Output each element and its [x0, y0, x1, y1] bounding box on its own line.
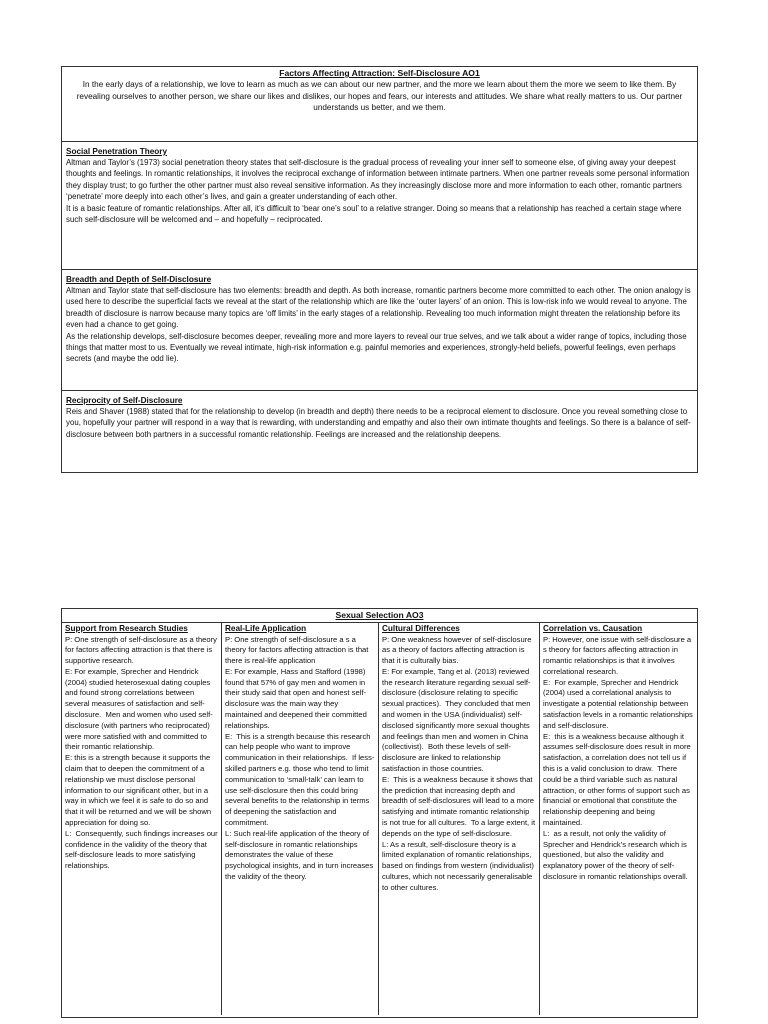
column-body: P: However, one issue with self-disclosure a s theory for factors affecting attraction in romantic relationships is that it involves correlational research. E: For example, Sprecher and Hendrick (2004) used a correlational analysis to investigate a potential relationship between satisfaction levels in a romantic relationships and self-disclosure. E: this is a weakness because although it assumes self-disclosure does result in more satisfaction, a correlation does not tell us if this is a valid conclusion to draw. There could be a third variable such as natural attraction, or other forms of support such as financial or emotional that constitute the relationship deepening and being maintained. L: as a result, not only the validity of Sprecher and Hendrick’s research which is questioned, but also the validity and explanatory power of the theory of self-disclosure in romantic relationships overall. [543, 634, 693, 882]
section-heading: Social Penetration Theory [66, 147, 168, 156]
column-real-life [222, 623, 379, 1015]
column-research-studies [62, 623, 222, 1015]
column-heading: Support from Research Studies [65, 624, 188, 633]
section-reciprocity [62, 391, 697, 472]
column-cultural-differences [379, 623, 540, 1015]
ao3-title: Sexual Selection AO3 [62, 609, 697, 623]
column-heading: Real-Life Application [225, 624, 307, 633]
column-body: P: One weakness however of self-disclosure as a theory of factors affecting attraction is that it is culturally bias. E: For example, Tang et al. (2013) reviewed the research literature regarding sexual self-disclosure (disclosure relating to specific sexual practices). They concluded that men and women in the USA (individualist) self-disclosed significantly more sexual thoughts and feelings than men and women in China (collectivist). Both these levels of self-disclosure are linked to relationship satisfaction in those countries. E: This is a weakness because it shows that the prediction that increasing depth and breadth of self-disclosures will lead to a more satisfying and intimate romantic relationship is not true for all cultures. To a large extent, it depends on the type of self-disclosure. L: As a result, self-disclosure theory is a limited explanation of romantic relationships, based on findings from western (individualist) cultures, which not necessarily generalisable to other cultures. [382, 634, 536, 892]
column-correlation-causation [540, 623, 697, 1015]
ao1-table [61, 66, 698, 473]
section-paragraph: Reis and Shaver (1988) stated that for the relationship to develop (in breadth and depth) there needs to be a reciprocal element to disclosure. Once you reveal something close to you, hopefully your partner will respond in a way that is rewarding, with understanding and empathy and also their own intimate thoughts and feelings. So there is a balance of self-disclosure between both partners in a successful romantic relationship. Feelings are increased and the relationship deepens. [66, 407, 691, 439]
section-paragraph: Altman and Taylor state that self-disclosure has two elements: breadth and depth. As both increase, romantic partners become more committed to each other. The onion analogy is used here to describe the superficial facts we reveal at the start of the relationship which are like the ‘outer layers’ of an onion. This is low-risk info we would reveal to anyone. The breadth of disclosure is narrow because many topics are ‘off limits’ in the early stages of a relationship. Revealing too much information might threaten the relationship before its even had a chance to get going. [66, 286, 691, 330]
column-body: P: One strength of self-disclosure a s a theory for factors affecting attraction is that there is real-life application E: For example, Hass and Stafford (1998) found that 57% of gay men and women in their study said that open and honest self-disclosure was the main way they maintained and deepened their committed relationships. E: This is a strength because this research can help people who want to improve communication in their relationships. If less-skilled partners e.g. those who tend to limit communication to ‘small-talk’ can learn to use self-disclosure then this could bring several benefits to the relationship in terms of deepening the satisfaction and commitment. L: Such real-life application of the theory of self-disclosure in romantic relationships demonstrates the value of these psychological insights, and in turn increases the validity of the theory. [225, 634, 375, 882]
ao1-intro-row [62, 67, 697, 142]
section-paragraph: It is a basic feature of romantic relationships. After all, it’s difficult to ‘bear one’s soul’ to a relative stranger. Doing so means that a relationship has reached a certain stage where such self-disclosure will be welcomed and – and hopefully – reciprocated. [66, 203, 682, 225]
column-heading: Cultural Differences [382, 624, 460, 633]
ao3-table [61, 608, 698, 1018]
section-social-penetration [62, 142, 697, 270]
section-heading: Reciprocity of Self-Disclosure [66, 396, 183, 405]
ao1-title: Factors Affecting Attraction: Self-Disclosure AO1 [279, 68, 480, 78]
section-paragraph: As the relationship develops, self-disclosure becomes deeper, revealing more and more layers to reveal our true selves, and we talk about a wider range of topics, including those things that matter most to us. Eventually we reveal intimate, high-risk information e.g. painful memories and experiences, strongly-held beliefs, powerful feelings, even perhaps secrets (and maybe the odd lie). [66, 331, 687, 364]
section-heading: Breadth and Depth of Self-Disclosure [66, 275, 212, 284]
column-body: P: One strength of self-disclosure as a theory for factors affecting attraction is that there is supportive research. E: For example, Sprecher and Hendrick (2004) studied heterosexual dating couples and found strong correlations between several measures of satisfaction and self-disclosure. Men and women who used self-disclosure (with partners who reciprocated) were more satisfied with and committed to their romantic relationship. E: this is a strength because it supports the claim that to deepen the commitment of a relationship we must disclose personal information to our significant other, but in a way in which we feel it is safe to do so and that it will be returned and we will be shown appreciation for doing so. L: Consequently, such findings increases our confidence in the validity of the theory that self-disclosure leads to more satisfying relationships. [65, 634, 218, 871]
column-heading: Correlation vs. Causation [543, 624, 643, 633]
ao1-intro: In the early days of a relationship, we love to learn as much as we can about our new partner, and the more we learn about them the more we seem to like them. By revealing ourselves to another person, we share our likes and dislikes, our hopes and fears, our interests and attitudes. We share what really matters to us. Our partner understands us better, and we them. [76, 80, 683, 113]
section-breadth-depth [62, 270, 697, 391]
section-paragraph: Altman and Taylor’s (1973) social penetration theory states that self-disclosure is the gradual process of revealing your inner self to someone else, of giving away your deepest thoughts and feelings. In romantic relationships, it involves the reciprocal exchange of information between intimate partners. When one partner reveals some personal information they display trust; to go further the other partner must also reveal sensitive information. As they increasingly disclose more and more information to each other, romantic partners ‘penetrate’ more deeply into each other’s lives, and gain a greater understanding of each other. [66, 158, 690, 202]
ao3-columns [62, 623, 697, 1015]
